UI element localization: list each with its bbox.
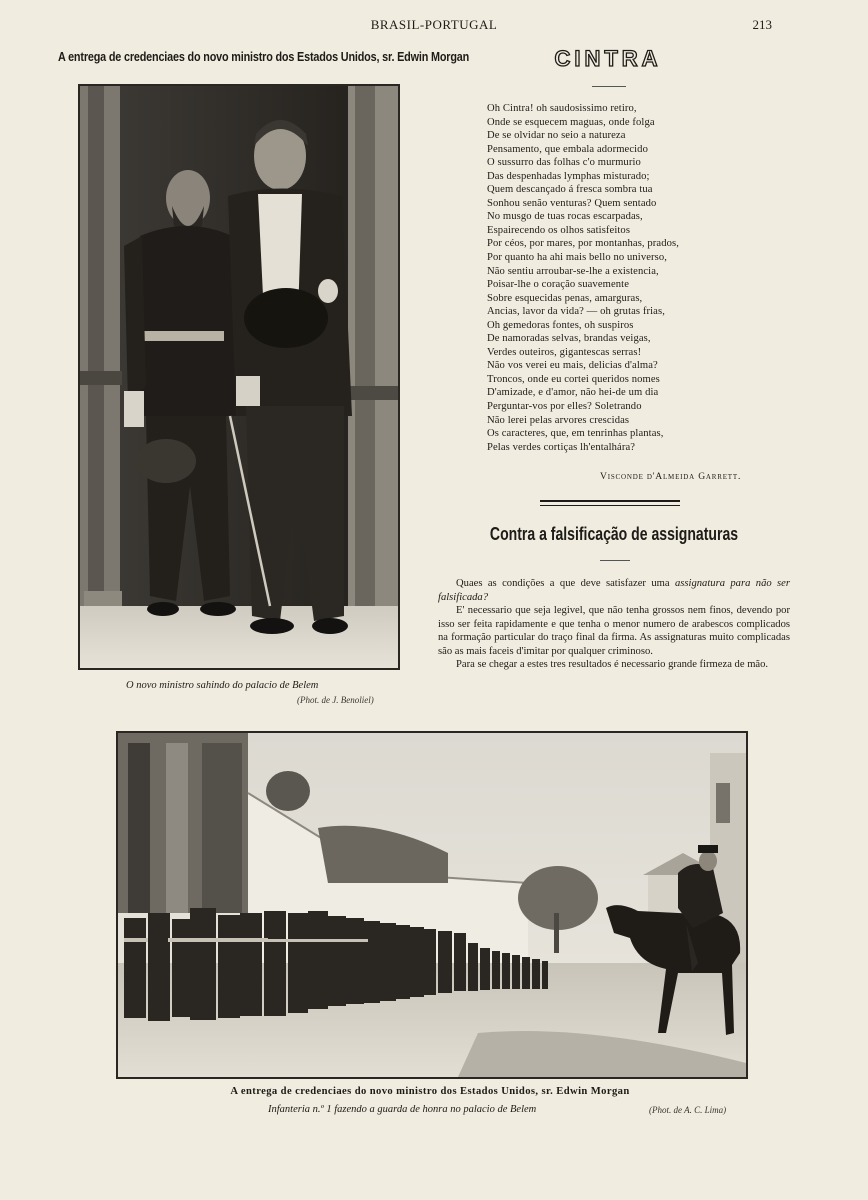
poem-line: Espairecendo os olhos satisfeitos [487,224,631,236]
signatures-article-body [438,577,790,672]
poem-author: Visconde d'Almeida Garrett. [600,471,742,482]
poem-line: Verdes outeiros, gigantescas serras! [487,346,642,358]
signatures-paragraph-1 [438,577,790,604]
poem-line: De namoradas selvas, brandas veigas, [487,333,651,345]
poem-line: Por céos, por mares, por montanhas, prados, [487,238,680,250]
poem-line: Não vos verei eu mais, delicias d'alma? [487,360,658,372]
section-divider-thin [540,505,680,506]
signatures-article-title: Contra a falsificação de assignaturas [489,524,739,544]
poem-body [487,102,787,454]
minister-photo-image [80,86,398,668]
poem-line: Oh gemedoras fontes, oh suspiros [487,319,634,331]
poem-line: O sussurro das folhas c'o murmurio [487,157,641,169]
poem-line: Quem descançado á fresca sombra tua [487,184,653,196]
poem-line: Perguntar-vos por elles? Soletrando [487,401,642,413]
infantry-photo-caption-title: A entrega de credenciaes do novo ministro dos Estados Unidos, sr. Edwin Morgan [230,1086,630,1097]
poem-line: D'amizade, e d'amor, não hei-de um dia [487,387,659,399]
poem-title-rule [592,86,626,87]
poem-line: Não sentiu arroubar-se-lhe a existencia, [487,265,659,277]
poem-line: Pelas verdes cortiças lh'entalhára? [487,441,636,453]
poem-line: Sonhou senão venturas? Quem sentado [487,197,657,209]
section-divider [540,500,680,502]
infantry-photo-credit: (Phot. de A. C. Lima) [649,1105,727,1115]
signatures-paragraph-3: Para se chegar a estes tres resultados é necessario grande firmeza de mão. [456,659,769,670]
poem-title: CINTRA [554,46,662,71]
poem-line: Os caracteres, que, em tenrinhas plantas, [487,428,664,440]
infantry-photo-caption-sub: Infanteria n.º 1 fazendo a guarda de honra no palacio de Belem [268,1104,537,1115]
poem-line: Não lerei pelas arvores crescidas [487,414,630,426]
poem-line: Oh Cintra! oh saudosissimo retiro, [487,103,637,114]
signatures-title-rule [600,560,630,561]
poem-line: Troncos, onde eu cortei queridos nomes [487,373,660,385]
paragraph-text: Quaes as condições a que deve satisfazer uma [456,578,675,589]
poem-line: De se olvidar no seio a natureza [487,130,626,142]
poem-line: Ancias, lavor da vida? — oh grutas frias, [487,306,665,318]
minister-photo [78,84,400,670]
poem-line: No musgo de tuas rocas escarpadas, [487,211,643,223]
running-head: BRASIL-PORTUGAL [370,17,498,32]
left-article-title: A entrega de credenciaes do novo ministro dos Estados Unidos, sr. Edwin Morgan [58,50,470,64]
poem-line: Por quanto ha ahi mais bello no universo, [487,252,668,264]
signatures-paragraph-2: E' necessario que seja legivel, que não tenha grossos nem finos, devendo por isso ser feita rapidamente e que tenha o menor numero de arabescos complicados na formação particular do traço final da firma. As assignaturas muito complicadas são as mais faceis d'imitar por qualquer criminoso. [438,605,790,657]
paragraph-italic-text: assignatura para não ser falsificada? [438,578,790,603]
page-number: 213 [752,17,772,32]
infantry-photo-image [118,733,746,1077]
poem-line: Sobre esquecidas penas, amarguras, [487,292,643,304]
minister-photo-caption: O novo ministro sahindo do palacio de Belem [126,680,319,691]
infantry-photo [116,731,748,1079]
poem-line: Pensamento, que embala adormecido [487,143,648,155]
minister-photo-credit: (Phot. de J. Benoliel) [297,695,374,705]
poem-line: Das despenhadas lymphas misturado; [487,170,650,182]
poem-line: Poisar-lhe o coração suavemente [487,279,630,291]
poem-line: Onde se esquecem maguas, onde folga [487,116,655,128]
